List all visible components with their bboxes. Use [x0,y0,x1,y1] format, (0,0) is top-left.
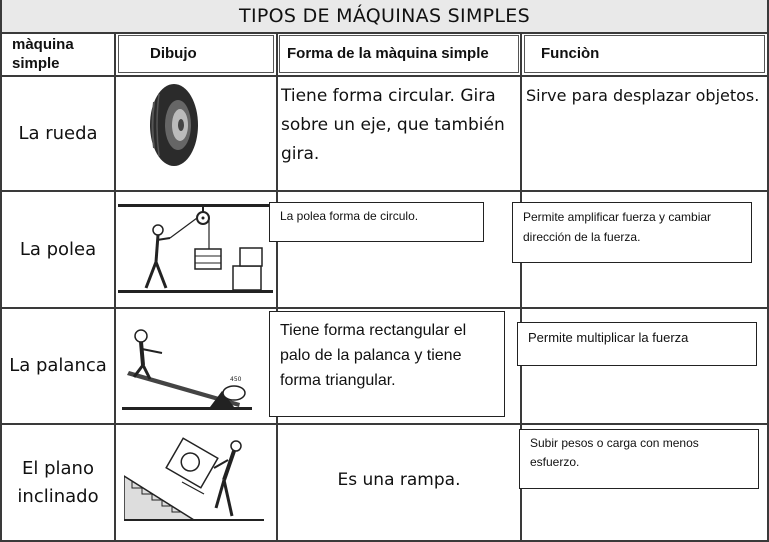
table-title [0,0,769,32]
header-dibujo-text: Dibujo [150,45,197,62]
header-funcion [541,45,599,62]
forma-polea-text: La polea forma de circulo. [280,209,419,223]
row-label-plano-inclinado [8,425,108,540]
forma-plano-inclinado-text: Es una rampa. [337,470,461,490]
funcion-plano-inclinado-text: Subir pesos o carga con menos esfuerzo. [530,436,699,469]
row-label-palanca [2,309,114,423]
forma-rueda-text: Tiene forma circular. Gira sobre un eje, que también gira. [281,86,505,164]
forma-palanca-box [269,311,505,417]
row-label-palanca-text: La palanca [9,355,107,377]
forma-palanca-text: Tiene forma rectangular el palo de la palanca y tiene forma triangular. [280,322,467,389]
row-label-polea [2,192,114,307]
svg-text:450: 450 [230,376,242,383]
funcion-polea-box [512,202,752,263]
header-dibujo [150,45,197,62]
header-forma-text: Forma de la màquina simple [287,45,489,62]
row-label-rueda [2,77,114,190]
row-label-polea-text: La polea [19,238,97,260]
funcion-palanca-text: Permite multiplicar la fuerza [528,330,689,345]
forma-polea-box [269,202,484,242]
header-funcion-text: Funciòn [541,45,600,62]
lever-illustration [122,327,252,411]
funcion-polea-text: Permite amplificar fuerza y cambiar dirección de la fuerza. [523,210,712,244]
tire-icon [148,82,200,168]
forma-rueda [281,82,516,169]
table-title-text: TIPOS DE MÁQUINAS SIMPLES [239,5,530,27]
funcion-rueda [526,84,766,108]
row-label-rueda-text: La rueda [18,122,98,144]
funcion-rueda-text: Sirve para desplazar objetos. [526,86,760,105]
header-maquina-simple-text: màquina simple [12,36,74,72]
funcion-palanca-box [517,322,757,366]
header-maquina-simple [12,35,112,73]
header-forma [287,45,489,62]
forma-plano-inclinado [280,470,518,490]
funcion-plano-inclinado-box [519,429,759,489]
row-label-plano-inclinado-text: El plano inclinado [17,457,99,507]
inclined-plane-illustration [124,436,264,521]
pulley-illustration [118,204,273,294]
